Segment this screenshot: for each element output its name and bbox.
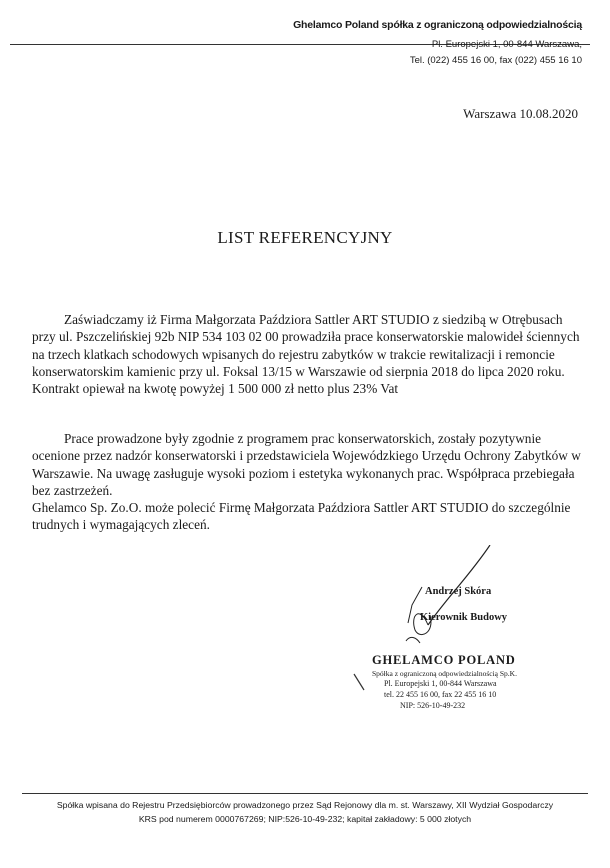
paragraph-1 <box>32 311 587 397</box>
footer-line-1: Spółka wpisana do Rejestru Przedsiębiorców prowadzonego przez Sąd Rejonowy dla m. st. Warszawy, XII Wydział Gospodarczy <box>56 800 554 810</box>
footer-line-2: KRS pod numerem 0000767269; NIP:526-10-49-232; kapitał zakładowy: 5 000 złotych <box>138 814 472 824</box>
stamp-nip: NIP: 526-10-49-232 <box>400 701 466 710</box>
signer-name: Andrzej Skóra <box>425 586 492 597</box>
header-contact: Tel. (022) 455 16 00, fax (022) 455 16 10 <box>409 55 582 66</box>
paragraph-1-text: Zaświadczamy iż Firma Małgorzata Paździora Sattler ART STUDIO z siedzibą w Otrębusach przy ul. Pszczelińskiej 92b NIP 534 103 02 00 prowadziła prace konserwatorskie malowideł ściennych na trzech klatkach schodowych wpisanych do rejestru zabytków w trakcie rewitalizacji i remoncie konserwatorskim kamienic przy ul. Foksal 13/15 w Warszawie od sierpnia 2018 do lipca 2020 roku. <box>32 312 580 379</box>
signer-role: Kierownik Budowy <box>420 612 508 623</box>
stamp-phone: tel. 22 455 16 00, fax 22 455 16 10 <box>384 690 497 699</box>
header-company-name: Ghelamco Poland spółka z ograniczoną odpowiedzialnością <box>293 19 582 31</box>
paragraph-2 <box>32 430 587 534</box>
stamp-mark <box>352 672 366 692</box>
company-stamp <box>372 653 517 711</box>
letter-title: LIST REFERENCYJNY <box>217 228 393 247</box>
stamp-address: Pl. Europejski 1, 00-844 Warszawa <box>384 679 497 688</box>
stamp-subtitle: Spółka z ograniczoną odpowiedzialnością Sp.K. <box>372 669 517 678</box>
contract-line: Kontrakt opiewał na kwotę powyżej 1 500 000 zł netto plus 23% Vat <box>32 381 399 397</box>
header-address: Pl. Europejski 1, 00-844 Warszawa, <box>431 39 582 50</box>
paragraph-2-text: Prace prowadzone były zgodnie z programem prac konserwatorskich, zostały pozytywnie ocenione przez nadzór konserwatorski i przedstawiciela Wojewódzkiego Urzędu Ochrony Zabytków w Warszawie. Na uwagę zasługuje wysoki poziom i estetyka wykonanych prac. Współpraca przebiegała bez zastrzeżeń. <box>32 431 581 498</box>
footer-divider <box>22 793 588 794</box>
stamp-company: GHELAMCO POLAND <box>372 653 516 667</box>
handwritten-signature <box>350 545 510 655</box>
recommendation-line: Ghelamco Sp. Zo.O. może polecić Firmę Małgorzata Paździora Sattler ART STUDIO do szczególnie trudnych i wymagających zleceń. <box>32 500 571 533</box>
letter-date: Warszawa 10.08.2020 <box>463 106 578 121</box>
